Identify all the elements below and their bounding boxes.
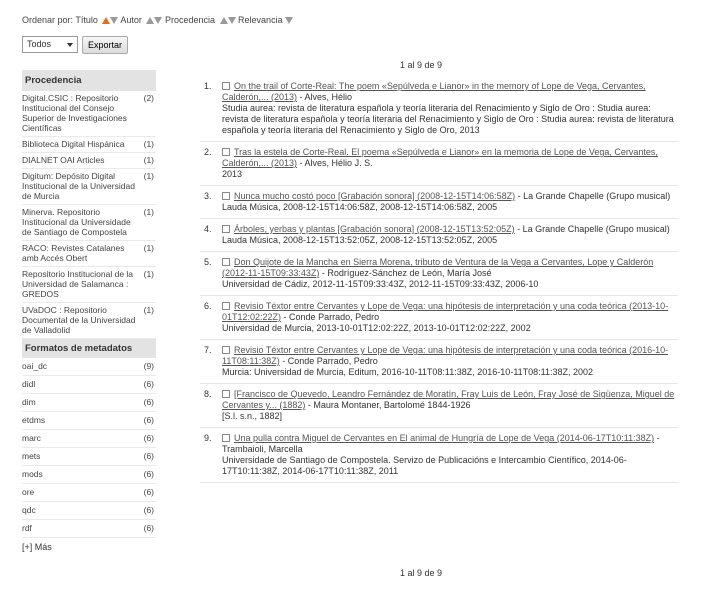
facet-item-count: (6)	[143, 523, 154, 533]
result-author: - Alves, Hélio	[297, 92, 353, 102]
result-detail: [S.l. s.n., 1882]	[222, 411, 283, 421]
facet-item-count: (1)	[143, 243, 154, 253]
result-detail: Murcia: Universidad de Murcia, Editum, 2016-10-11T08:11:38Z, 2016-10-11T08:11:38Z, 2002	[222, 367, 594, 377]
sort-asc-icon[interactable]	[146, 17, 154, 24]
facet-item[interactable]	[22, 169, 156, 205]
result-title-link[interactable]: Árboles, yerbas y plantas [Grabación sonora] (2008-12-15T13:52:05Z)	[234, 224, 515, 234]
results-list	[200, 76, 678, 483]
result-body	[222, 224, 678, 246]
result-number: 4.	[204, 224, 212, 234]
result-item	[200, 142, 678, 186]
result-title-link[interactable]: Tras la estela de Corte-Real. El poema «Sepúlveda e Lianor» en la memoria de Lope de Vega, Cervantes, Calderón,... (2013)	[222, 147, 658, 168]
sort-desc-icon[interactable]	[228, 17, 236, 24]
sort-field-procedencia[interactable]: Procedencia	[164, 15, 216, 25]
facet-item-count: (6)	[143, 397, 154, 407]
facet-item[interactable]	[22, 358, 156, 376]
facet-item-count: (6)	[143, 505, 154, 515]
facet-item-label[interactable]: Repositorio Institucional de la Universidad de Salamanca : GREDOS	[22, 269, 134, 299]
sort-desc-icon[interactable]	[110, 17, 118, 24]
facet-item-label[interactable]: marc	[22, 433, 41, 443]
facet-item-count: (6)	[143, 487, 154, 497]
facet-title-formatos: Formatos de metadatos	[22, 339, 156, 358]
facet-list-formatos	[22, 358, 156, 538]
facet-item-count: (6)	[143, 469, 154, 479]
result-item	[200, 428, 678, 483]
facet-item[interactable]	[22, 520, 156, 538]
facet-item[interactable]	[22, 448, 156, 466]
facet-item-label[interactable]: ore	[22, 487, 35, 497]
facet-item-count: (2)	[143, 93, 154, 103]
facet-item-label[interactable]: Digital.CSIC : Repositorio Institucional del Consejo Superior de Investigaciones Científicas	[22, 93, 127, 133]
result-body	[222, 301, 678, 334]
facet-item-count: (1)	[143, 305, 154, 315]
facet-item[interactable]	[22, 137, 156, 153]
facet-item-label[interactable]: didl	[22, 379, 36, 389]
pager-top: 1 al 9 de 9	[400, 60, 443, 70]
facet-item-label[interactable]: DIALNET OAI Articles	[22, 155, 105, 165]
result-title-link[interactable]: Revisio Téxtor entre Cervantes y Lope de Vega: una hipótesis de interpretación y una coda teórica (2013-10-01T12:02:22Z)	[222, 301, 669, 322]
result-item	[200, 76, 678, 142]
result-item	[200, 340, 678, 384]
result-checkbox[interactable]	[222, 434, 230, 442]
facet-item-label[interactable]: oai_dc	[22, 361, 48, 371]
result-number: 5.	[204, 257, 212, 267]
pager-bottom: 1 al 9 de 9	[400, 568, 443, 578]
result-body	[222, 433, 678, 477]
sort-bar	[22, 15, 293, 25]
result-title-link[interactable]: [Francisco de Quevedo, Leandro Fernández de Moratín, Fray Luis de León, Fray José de Sigüenza, Miguel de Cervantes y... (1882)	[222, 389, 675, 410]
facet-item-label[interactable]: mets	[22, 451, 41, 461]
result-checkbox[interactable]	[222, 346, 230, 354]
facet-item-label[interactable]: Biblioteca Digital Hispánica	[22, 139, 125, 149]
result-body	[222, 81, 678, 136]
result-number: 6.	[204, 301, 212, 311]
result-item	[200, 384, 678, 428]
facet-item[interactable]	[22, 241, 156, 267]
result-number: 2.	[204, 147, 212, 157]
selection-dropdown-value: Todos	[27, 39, 52, 49]
result-detail: Lauda Música, 2008-12-15T13:52:05Z, 2008-12-15T13:52:05Z, 2005	[222, 235, 498, 245]
facet-item-count: (1)	[143, 207, 154, 217]
facet-item-count: (1)	[143, 269, 154, 279]
facet-item[interactable]	[22, 394, 156, 412]
facets-sidebar	[22, 70, 156, 552]
result-checkbox[interactable]	[222, 148, 230, 156]
facet-item-label[interactable]: Minerva. Repositorio Institucional da Universidade de Santiago de Compostela	[22, 207, 131, 237]
facet-item[interactable]	[22, 466, 156, 484]
result-checkbox[interactable]	[222, 258, 230, 266]
export-controls	[22, 36, 128, 54]
sort-desc-icon[interactable]	[154, 17, 162, 24]
facet-item-label[interactable]: mods	[22, 469, 43, 479]
result-author: - Conde Parrado, Pedro	[279, 356, 378, 366]
facet-item[interactable]	[22, 303, 156, 339]
facet-item-label[interactable]: qdc	[22, 505, 36, 515]
result-number: 8.	[204, 389, 212, 399]
result-author: - La Grande Chapelle (Grupo musical)	[514, 224, 670, 234]
facet-item-label[interactable]: rdf	[22, 523, 32, 533]
result-author: - Conde Parrado, Pedro	[281, 312, 380, 322]
result-checkbox[interactable]	[222, 390, 230, 398]
facet-item-count: (6)	[143, 451, 154, 461]
result-detail: Universidade de Santiago de Compostela. Servizo de Publicacións e Intercambio Científico, 2014-06-17T10:11:38Z, 2014-06-17T10:11:38Z, 2011	[222, 455, 627, 476]
result-author: - Alves, Hélio J. S.	[297, 158, 373, 168]
result-checkbox[interactable]	[222, 192, 230, 200]
export-button[interactable]: Exportar	[82, 36, 128, 54]
sort-field-author[interactable]: Autor	[120, 15, 142, 25]
facet-item[interactable]	[22, 376, 156, 394]
result-title-link[interactable]: Revisio Téxtor entre Cervantes y Lope de Vega: una hipótesis de interpretación y una coda teórica (2016-10-11T08:11:38Z)	[222, 345, 669, 366]
result-body	[222, 345, 678, 378]
facet-item-label[interactable]: dim	[22, 397, 36, 407]
result-item	[200, 296, 678, 340]
result-detail: Universidad de Cádiz, 2012-11-15T09:33:43Z, 2012-11-15T09:33:43Z, 2006-10	[222, 279, 539, 289]
result-item	[200, 252, 678, 296]
result-author: - La Grande Chapelle (Grupo musical)	[515, 191, 671, 201]
facet-item[interactable]	[22, 430, 156, 448]
facet-item-count: (1)	[143, 171, 154, 181]
facet-item-count: (9)	[143, 361, 154, 371]
sort-desc-icon[interactable]	[285, 17, 293, 24]
sort-field-relevancia[interactable]: Relevancia	[238, 15, 283, 25]
selection-dropdown[interactable]	[22, 36, 78, 53]
result-title-link[interactable]: Don Quijote de la Mancha en Sierra Morena, tributo de Ventura de la Vega a Cervantes, Lope y Calderón (2012-11-15T09:33:43Z)	[222, 257, 654, 278]
sort-asc-icon[interactable]	[102, 17, 110, 24]
facet-item-count: (6)	[143, 379, 154, 389]
facet-item-count: (6)	[143, 415, 154, 425]
result-checkbox[interactable]	[222, 82, 230, 90]
facet-item[interactable]	[22, 412, 156, 430]
facet-title-procedencia: Procedencia	[22, 70, 156, 91]
facet-item-count: (1)	[143, 139, 154, 149]
result-author: - Trambaioli, Marcella	[222, 433, 660, 454]
result-item	[200, 186, 678, 219]
facet-list-procedencia	[22, 91, 156, 339]
facet-item-label[interactable]: RACO: Revistes Catalanes amb Accés Obert	[22, 243, 125, 263]
result-body	[222, 191, 678, 213]
facet-item-count: (1)	[143, 155, 154, 165]
result-author: - Rodríguez-Sánchez de León, María José	[319, 268, 492, 278]
result-detail: 2013	[222, 169, 243, 179]
facet-item-label[interactable]: Digitum: Depósito Digital Institucional de la Universidad de Murcia	[22, 171, 135, 201]
facet-item[interactable]	[22, 484, 156, 502]
result-title-link[interactable]: On the trail of Corte-Real: The poem «Sepúlveda e Lianor» in the memory of Lope de Vega, Cervantes, Calderón,... (2013)	[222, 81, 646, 102]
result-title-link[interactable]: Nunca mucho costó poco [Grabación sonora] (2008-12-15T14:06:58Z)	[234, 191, 516, 201]
result-number: 7.	[204, 345, 212, 355]
result-item	[200, 219, 678, 252]
facet-item[interactable]	[22, 502, 156, 520]
result-checkbox[interactable]	[222, 302, 230, 310]
facet-item[interactable]	[22, 153, 156, 169]
result-author: - Maura Montaner, Bartolomé 1844-1926	[305, 400, 471, 410]
result-detail: Lauda Música, 2008-12-15T14:06:58Z, 2008-12-15T14:06:58Z, 2005	[222, 202, 498, 212]
facet-item[interactable]	[22, 91, 156, 137]
facet-item-label[interactable]: etdms	[22, 415, 46, 425]
result-body	[222, 389, 678, 422]
chevron-down-icon	[67, 43, 73, 47]
sort-label: Ordenar por:	[22, 15, 74, 25]
facet-item-count: (6)	[143, 433, 154, 443]
sort-asc-icon[interactable]	[220, 17, 228, 24]
more-link[interactable]: [+] Más	[22, 542, 52, 552]
result-number: 1.	[204, 81, 212, 91]
result-title-link[interactable]: Una pulla contra Miguel de Cervantes en El animal de Hungría de Lope de Vega (2014-06-17T10:11:38Z)	[234, 433, 655, 443]
facet-item[interactable]	[22, 267, 156, 303]
result-number: 3.	[204, 191, 212, 201]
facet-item[interactable]	[22, 205, 156, 241]
result-detail: Universidad de Murcia, 2013-10-01T12:02:22Z, 2013-10-01T12:02:22Z, 2002	[222, 323, 531, 333]
facet-item-label[interactable]: UVaDOC : Repositorio Documental de la Universidad de Valladolid	[22, 305, 136, 335]
result-body	[222, 147, 678, 180]
result-number: 9.	[204, 433, 212, 443]
result-detail: Studia aurea: revista de literatura española y teoría literaria del Renacimiento y Siglo de Oro : Studia aurea: revista de literatura española y teoría literaria del Renacimiento y Siglo de Oro : Studia aurea: revista de literatura española y teoría literaria del Renacimiento y Siglo de Oro, 2013	[222, 103, 674, 135]
result-checkbox[interactable]	[222, 225, 230, 233]
sort-field-title[interactable]: Título	[75, 15, 98, 25]
result-body	[222, 257, 678, 290]
